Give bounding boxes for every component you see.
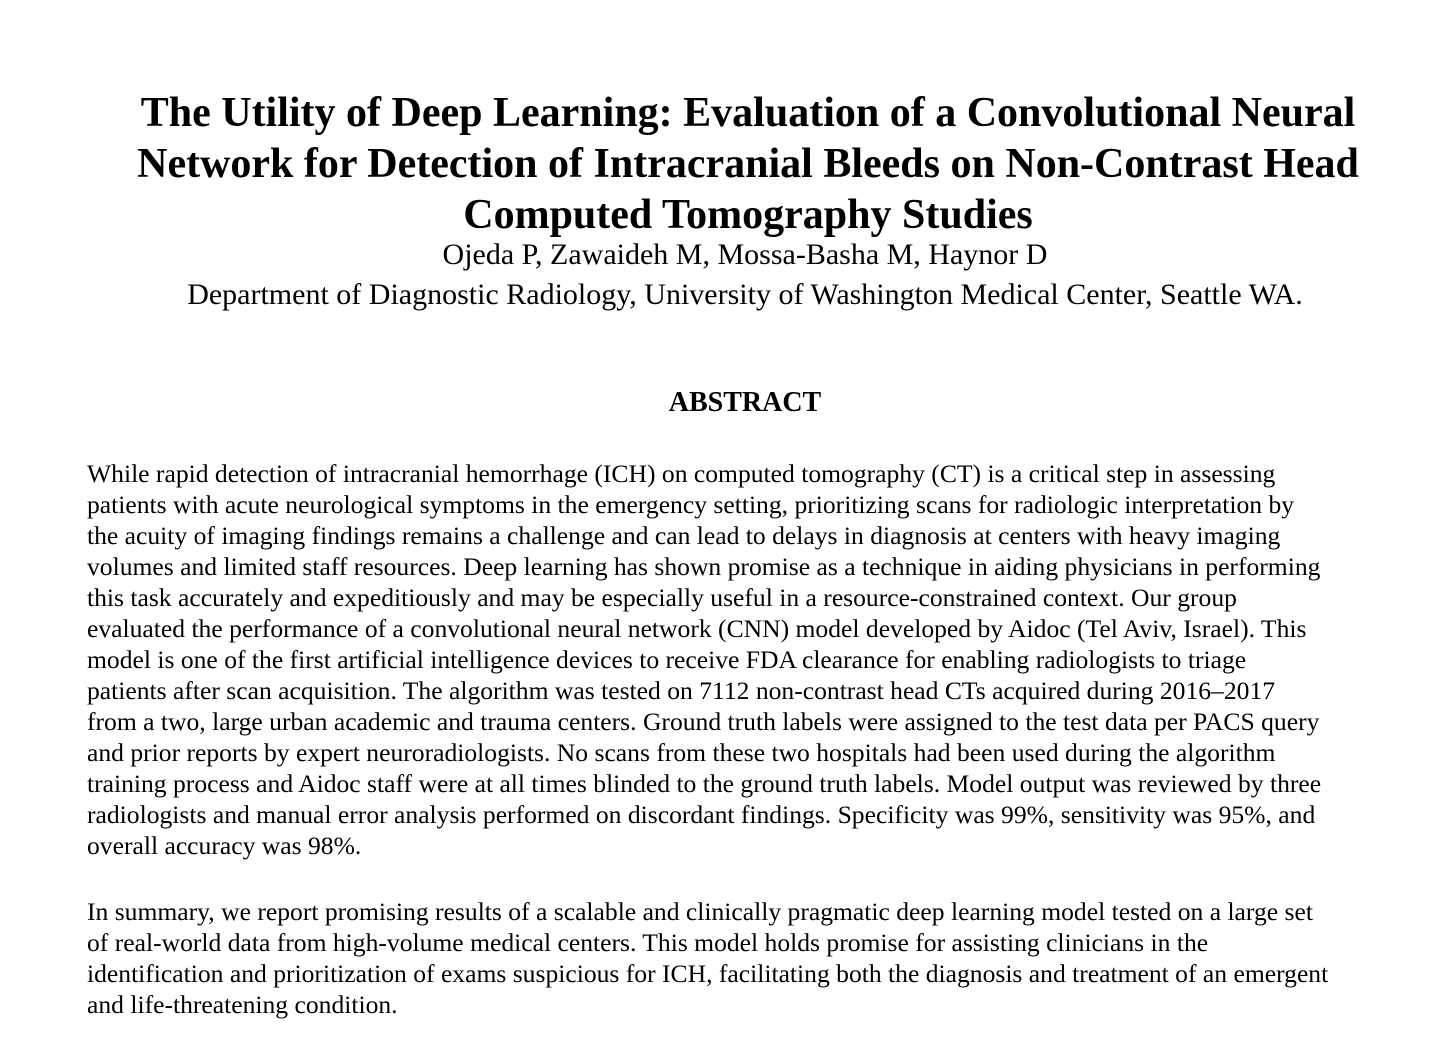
text-line: While rapid detection of intracranial hemorrhage (ICH) on computed tomography (CT) is a critical step in assessing [87, 459, 1276, 488]
abstract-paragraph-2 [87, 896, 1417, 1020]
title-line: Computed Tomography Studies [463, 192, 1033, 238]
text-line: volumes and limited staff resources. Deep learning has shown promise as a technique in aiding physicians in performing [87, 552, 1321, 581]
text-line: patients after scan acquisition. The algorithm was tested on 7112 non-contrast head CTs acquired during 2016–2017 [87, 676, 1276, 705]
text-line: evaluated the performance of a convolutional neural network (CNN) model developed by Aidoc (Tel Aviv, Israel). This [87, 614, 1307, 643]
text-line: overall accuracy was 98%. [87, 831, 362, 860]
text-line: and prior reports by expert neuroradiologists. No scans from these two hospitals had been used during the algorithm [87, 738, 1276, 767]
text-line: radiologists and manual error analysis performed on discordant findings. Specificity was 99%, sensitivity was 95%, and [87, 800, 1316, 829]
abstract-heading: ABSTRACT [668, 387, 822, 418]
text-line: the acuity of imaging findings remains a challenge and can lead to delays in diagnosis at centers with heavy imaging [87, 521, 1281, 550]
text-line: from a two, large urban academic and trauma centers. Ground truth labels were assigned to the test data per PACS query [87, 707, 1320, 736]
text-line: training process and Aidoc staff were at all times blinded to the ground truth labels. Model output was reviewed by three [87, 769, 1322, 798]
paper-title [60, 88, 1436, 241]
title-line: Network for Detection of Intracranial Bleeds on Non-Contrast Head [137, 141, 1359, 187]
text-line: and life-threatening condition. [87, 990, 398, 1019]
text-line: of real-world data from high-volume medical centers. This model holds promise for assisting clinicians in the [87, 928, 1209, 957]
text-line: model is one of the first artificial intelligence devices to receive FDA clearance for enabling radiologists to triage [87, 645, 1247, 674]
affiliation: Department of Diagnostic Radiology, University of Washington Medical Center, Seattle WA. [187, 278, 1303, 311]
text-line: identification and prioritization of exams suspicious for ICH, facilitating both the diagnosis and treatment of an emergent [87, 959, 1329, 988]
author-list: Ojeda P, Zawaideh M, Mossa-Basha M, Haynor D [442, 238, 1048, 271]
text-line: In summary, we report promising results of a scalable and clinically pragmatic deep learning model tested on a large set [87, 897, 1313, 926]
abstract-paragraph-1 [87, 458, 1417, 861]
text-line: patients with acute neurological symptoms in the emergency setting, prioritizing scans for radiologic interpretation by [87, 490, 1295, 519]
text-line: this task accurately and expeditiously and may be especially useful in a resource-constrained context. Our group [87, 583, 1237, 612]
title-line: The Utility of Deep Learning: Evaluation of a Convolutional Neural [140, 90, 1356, 136]
